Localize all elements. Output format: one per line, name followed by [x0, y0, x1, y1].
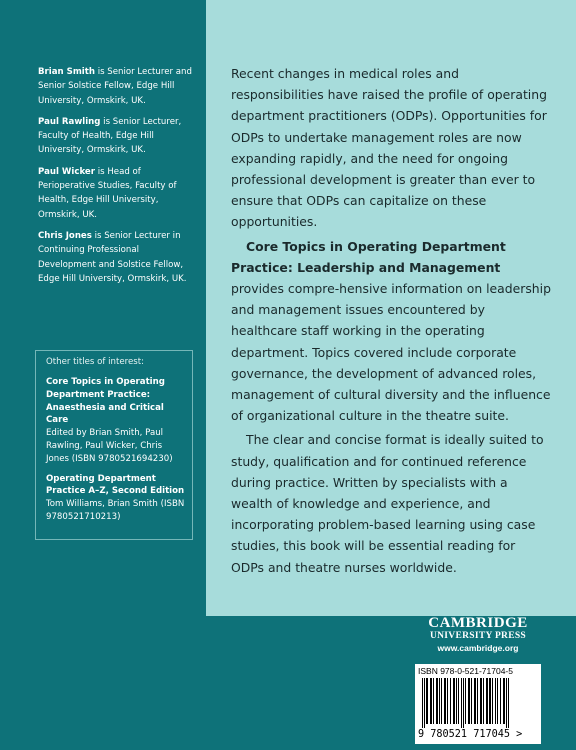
barcode-bar	[444, 678, 446, 724]
barcode-box	[415, 664, 541, 744]
barcode-bar	[463, 678, 464, 728]
blurb-paragraph-2-text: provides compre-hensive information on leadership and management issues encountered by healthcare staff working in the operating department. Topics covered include corporate governance, the development of advanced roles, management of cultural diversity and the influence of organizational culture in the theatre suite.	[231, 281, 551, 424]
barcode-bar	[508, 678, 509, 728]
other-title-name: Operating Department Practice A–Z, Second Edition	[46, 473, 185, 497]
barcode-bar	[489, 678, 491, 724]
other-title-entry	[46, 376, 186, 466]
author-bio	[38, 229, 198, 286]
author-name: Chris Jones	[38, 230, 92, 241]
barcode-bar	[492, 678, 493, 724]
other-title-entry	[46, 473, 186, 524]
author-description: is Senior Lecturer, Faculty of Health, Edge Hill University, Ormskirk, UK.	[38, 116, 182, 156]
publisher-url: www.cambridge.org	[437, 643, 519, 653]
barcode-bar	[497, 678, 498, 724]
barcode-bar	[430, 678, 432, 724]
barcode-bar	[458, 678, 459, 724]
barcode-bar	[474, 678, 476, 724]
barcode-bar	[447, 678, 448, 724]
author-description: is Senior Lecturer and Senior Solstice Fellow, Edge Hill University, Ormskirk, UK.	[38, 67, 192, 106]
other-title-detail: Tom Williams, Brian Smith (ISBN 9780521710213)	[46, 499, 185, 522]
barcode-bar	[422, 678, 423, 728]
blurb-paragraph-3: The clear and concise format is ideally suited to study, qualification and for continued reference during practice. Written by specialists with a wealth of knowledge and experience, and incorporating problem-based learning using case studies, this book will be essential reading for ODPs and theatre nurses worldwide.	[231, 432, 544, 575]
barcode-bar	[465, 678, 466, 724]
back-cover-left-column	[0, 0, 206, 750]
barcode-bar	[471, 678, 472, 724]
barcode-bar	[480, 678, 482, 724]
barcode-bar	[433, 678, 434, 724]
blurb-text	[231, 63, 551, 578]
barcode-bar	[468, 678, 470, 724]
barcode-bar	[495, 678, 496, 724]
blurb-paragraph-1: Recent changes in medical roles and responsibilities have raised the profile of operating department practitioners (ODPs). Opportunities for ODPs to undertake management roles are now expanding rapidly, and the need for ongoing professional development is greater than ever to ensure that ODPs can capitalize on these opportunities.	[231, 66, 547, 230]
other-title-name: Core Topics in Operating Department Practice: Anaesthesia and Critical Care	[46, 377, 165, 426]
publisher-subtitle: UNIVERSITY PRESS	[429, 631, 527, 641]
author-name: Brian Smith	[38, 67, 95, 77]
barcode-bar	[500, 678, 501, 724]
author-name: Paul Rawling	[38, 116, 101, 127]
author-bio	[38, 165, 198, 222]
barcode-bar	[486, 678, 488, 724]
other-titles-box	[35, 350, 193, 540]
barcode-bar	[477, 678, 478, 724]
author-bios	[38, 65, 198, 293]
barcode-bar	[483, 678, 484, 724]
barcode-bar	[441, 678, 442, 724]
barcode-bar	[453, 678, 455, 724]
author-bio	[38, 115, 198, 158]
barcode-bar	[436, 678, 438, 724]
barcode-bar	[461, 678, 462, 728]
publisher-logo	[413, 615, 543, 655]
author-description: is Head of Perioperative Studies, Faculty of Health, Edge Hill University, Ormskirk, UK.	[38, 166, 177, 220]
other-title-detail: Edited by Brian Smith, Paul Rawling, Paul Wicker, Chris Jones (ISBN 9780521694230)	[46, 428, 173, 464]
barcode-image	[418, 678, 538, 728]
barcode-digits: 9 780521 717045 >	[418, 729, 523, 740]
blurb-paragraph-2	[231, 236, 551, 427]
barcode-bar	[424, 678, 425, 728]
barcode-bar	[456, 678, 457, 724]
blurb-panel	[206, 0, 576, 616]
author-bio	[38, 65, 198, 108]
barcode-bar	[503, 678, 505, 724]
author-name: Paul Wicker	[38, 166, 95, 177]
barcode-bar	[506, 678, 507, 728]
barcode-bar	[426, 678, 428, 724]
isbn-label: ISBN 978-0-521-71704-5	[418, 666, 513, 676]
book-title: Core Topics in Operating Department Practice: Leadership and Management	[231, 238, 506, 275]
publisher-name: CAMBRIDGE	[428, 615, 528, 631]
barcode-bar	[450, 678, 451, 724]
barcode-bar	[439, 678, 440, 724]
author-description: is Senior Lecturer in Continuing Professional Development and Solstice Fellow, Edge Hill University, Ormskirk, UK.	[38, 230, 187, 284]
other-titles-heading: Other titles of interest:	[46, 357, 145, 367]
